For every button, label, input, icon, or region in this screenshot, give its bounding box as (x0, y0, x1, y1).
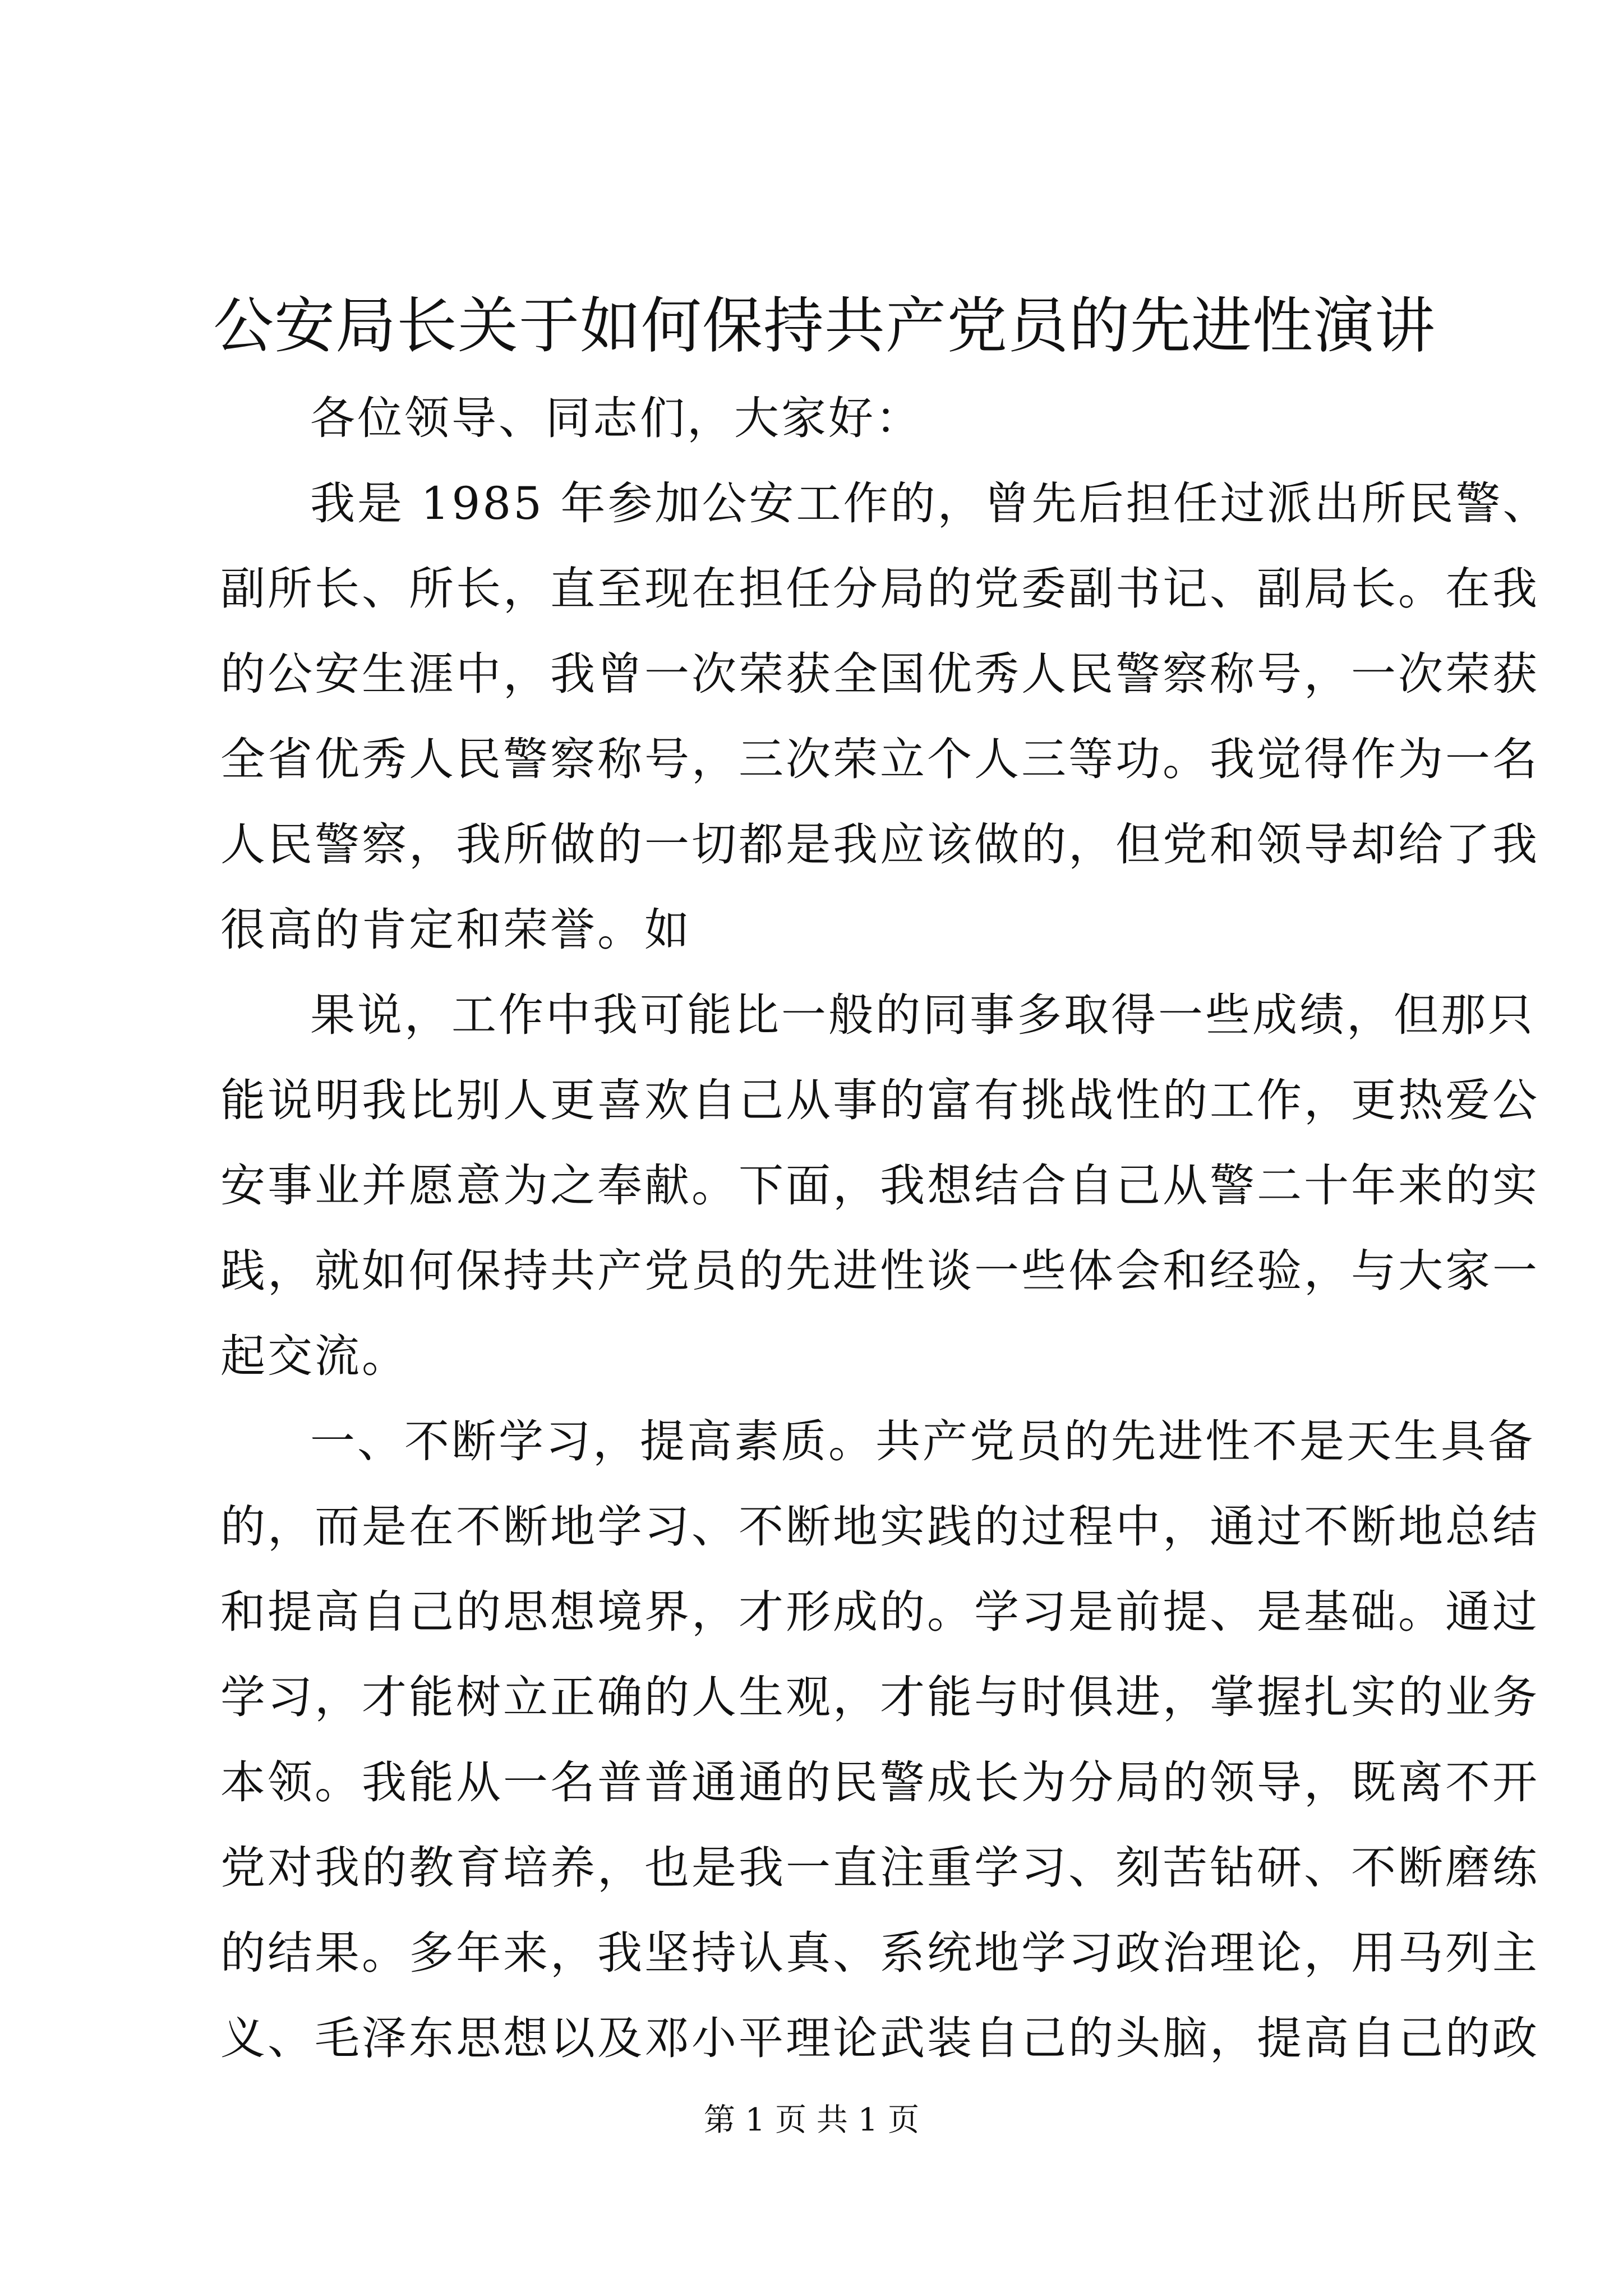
body-text-line: 党对我的教育培养，也是我一直注重学习、刻苦钻研、不断磨练 (220, 1842, 1539, 1894)
page-footer: 第 1 页 共 1 页 (703, 2102, 920, 2138)
body-text-line: 践，就如何保持共产党员的先进性谈一些体会和经验，与大家一 (220, 1245, 1539, 1297)
body-text-line: 很高的肯定和荣誉。如 (220, 904, 691, 956)
body-text-line: 的公安生涯中，我曾一次荣获全国优秀人民警察称号，一次荣获 (220, 648, 1539, 700)
body-text-line: 和提高自己的思想境界，才形成的。学习是前提、是基础。通过 (220, 1586, 1539, 1638)
body-text-line: 起交流。 (220, 1330, 409, 1382)
body-text-line: 全省优秀人民警察称号，三次荣立个人三等功。我觉得作为一名 (220, 733, 1539, 785)
body-text-line: 学习，才能树立正确的人生观，才能与时俱进，掌握扎实的业务 (220, 1671, 1539, 1723)
body-text-line: 的结果。多年来，我坚持认真、系统地学习政治理论，用马列主 (220, 1927, 1539, 1979)
document-body (220, 376, 1550, 2081)
body-text-line: 人民警察，我所做的一切都是我应该做的，但党和领导却给了我 (220, 818, 1539, 871)
body-text-line: 义、毛泽东思想以及邓小平理论武装自己的头脑，提高自己的政 (220, 2012, 1539, 2064)
salutation-line: 各位领导、同志们，大家好： (310, 392, 923, 444)
body-text-line: 果说，工作中我可能比一般的同事多取得一些成绩，但那只 (310, 989, 1535, 1041)
body-text-line: 能说明我比别人更喜欢自己从事的富有挑战性的工作，更热爱公 (220, 1074, 1539, 1126)
body-text-line: 的，而是在不断地学习、不断地实践的过程中，通过不断地总结 (220, 1501, 1539, 1553)
section-heading-line: 一、不断学习，提高素质。共产党员的先进性不是天生具备 (310, 1415, 1535, 1467)
document-title: 公安局长关于如何保持共产党员的先进性演讲 (213, 291, 1436, 361)
body-text-line: 安事业并愿意为之奉献。下面，我想结合自己从警二十年来的实 (220, 1159, 1539, 1212)
body-text-line: 我是 1985 年参加公安工作的，曾先后担任过派出所民警、 (310, 477, 1550, 530)
body-text-line: 本领。我能从一名普普通通的民警成长为分局的领导，既离不开 (220, 1756, 1539, 1809)
body-text-line: 副所长、所长，直至现在担任分局的党委副书记、副局长。在我 (220, 563, 1539, 615)
